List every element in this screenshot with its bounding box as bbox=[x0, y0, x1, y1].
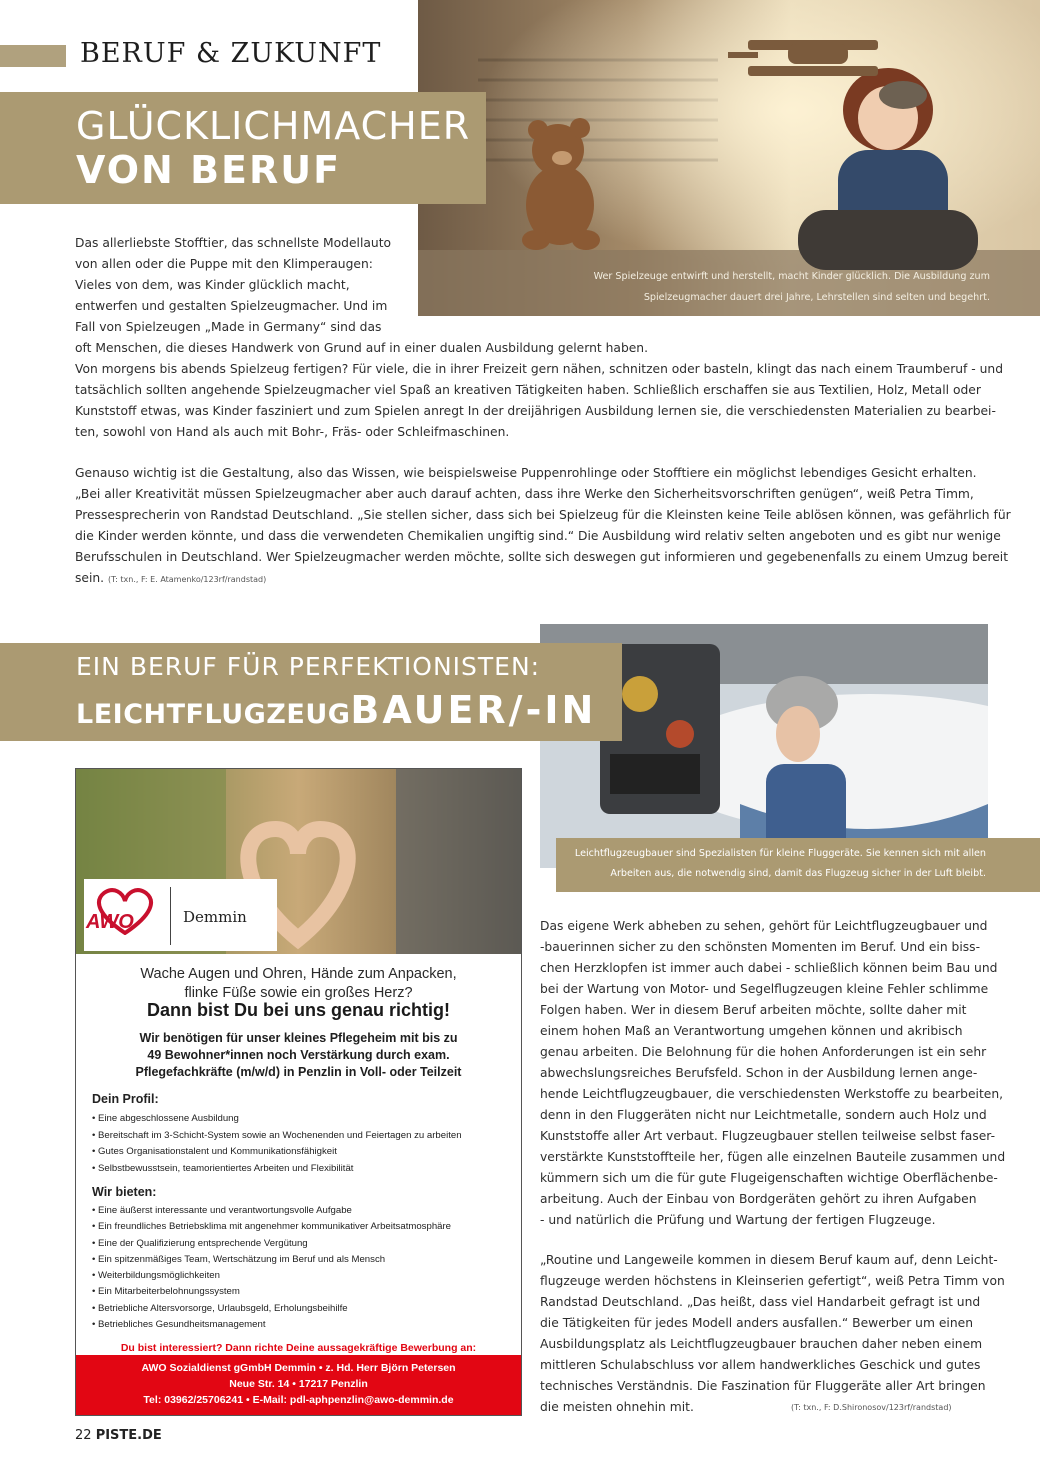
list-item: • Eine der Qualifizierung entsprechende Vergütung bbox=[92, 1237, 308, 1249]
text-line: Fall von Spielzeugen „Made in Germany“ sind das bbox=[75, 320, 382, 334]
text-line: kümmern sich um die für gute Flugeigenschaften wichtige Oberflächenbe- bbox=[540, 1171, 998, 1185]
caption-line: Spielzeugmacher dauert drei Jahre, Lehrstellen sind selten und begehrt. bbox=[643, 292, 990, 303]
text-line: „Bei aller Kreativität müssen Spielzeugmacher aber auch darauf achten, dass ihre Werke den Sicherheitsvorschriften genügen“, weiß Petra Timm, bbox=[75, 487, 974, 501]
list-item: • Ein spitzenmäßiges Team, Wertschätzung im Beruf und als Mensch bbox=[92, 1253, 386, 1265]
text-line: die Kinder werden könnte, und dass die verwendeten Chemikalien ungiftig sind.“ Die Ausbildung wird relativ selten angeboten und es gibt nur wenige bbox=[75, 529, 1001, 543]
contact-line: Neue Str. 14 • 17217 Penzlin bbox=[229, 1378, 368, 1390]
headline-line-2 bbox=[76, 688, 596, 732]
page-footer bbox=[75, 1428, 162, 1443]
list-item: • Weiterbildungsmöglichkeiten bbox=[92, 1270, 220, 1282]
contact-line: Tel: 03962/25706241 • E-Mail: pdl-aphpenzlin@awo-demmin.de bbox=[143, 1394, 454, 1406]
text-line: hende Leichtflugzeugbauer, die verschiedensten Werkstoffe zu bearbeiten, bbox=[540, 1087, 1004, 1101]
photo-credit: (T: txn., F: D.Shironosov/123rf/randstad) bbox=[791, 1403, 952, 1412]
section-label: BERUF & ZUKUNFT bbox=[80, 38, 382, 69]
text-line: Genauso wichtig ist die Gestaltung, also das Wissen, wie beispielsweise Puppenrohlinge oder Stofftiere ein möglichst lebendiges Gesicht erhalten. bbox=[75, 466, 977, 480]
logo-divider bbox=[170, 887, 171, 945]
ad-need bbox=[76, 1030, 521, 1081]
text-line: die meisten ohnehin mit. bbox=[540, 1400, 694, 1414]
text-line: verstärkte Kunststoffteile her, fügen alle einzelnen Bauteile zusammen und bbox=[540, 1150, 1006, 1164]
list-item: • Selbstbewusstsein, teamorientiertes Arbeiten und Flexibilität bbox=[92, 1162, 354, 1174]
text-line: arbeitung. Auch der Einbau von Bordgeräten gehört zu ihren Aufgaben bbox=[540, 1192, 977, 1206]
text-line: Randstad Deutschland. „Das heißt, dass viel Handarbeit gefragt ist und bbox=[540, 1295, 981, 1309]
text-line: abwechslungsreiches Berufsfeld. Schon in der Ausbildung lernen ange- bbox=[540, 1066, 978, 1080]
list-item: • Eine äußerst interessante und verantwortungsvolle Aufgabe bbox=[92, 1205, 352, 1216]
text-line: Berufsschulen in Deutschland. Wer Spielzeugmacher werden möchte, sollte sich deswegen gut informieren und gegebenenfalls zu einem Umzug bereit bbox=[75, 550, 1009, 564]
headline-line-1: GLÜCKLICHMACHER bbox=[76, 104, 471, 148]
ad-intro bbox=[76, 965, 521, 1003]
text-line: flugzeuge werden höchstens in Kleinserien gefertigt“, weiß Petra Timm von bbox=[540, 1274, 1005, 1288]
text-line: einem hohen Maß an Verantwortung umgehen können und akribisch bbox=[540, 1024, 963, 1038]
ad-profile-title: Dein Profil: bbox=[92, 1092, 159, 1106]
article-2-body-para2 bbox=[540, 1250, 1005, 1418]
ad-headline: Dann bist Du bei uns genau richtig! bbox=[146, 1000, 450, 1020]
ad-need-line: 49 Bewohner*innen noch Verstärkung durch exam. bbox=[147, 1048, 450, 1062]
photo-credit: (T: txn., F: E. Atamenko/123rf/randstad) bbox=[108, 575, 267, 584]
text-line: -bauerinnen sicher zu den schönsten Momenten im Beruf. Und ein biss- bbox=[540, 940, 981, 954]
text-line: technisches Verständnis. Die Faszination für Fluggeräte aller Art bringen bbox=[540, 1379, 986, 1393]
ad-intro-line: flinke Füße sowie ein großes Herz? bbox=[184, 985, 413, 1001]
text-line: Das allerliebste Stofftier, das schnellste Modellauto bbox=[75, 236, 392, 250]
headline-part-a: LEICHTFLUGZEUG bbox=[76, 699, 351, 730]
text-line: oft Menschen, die dieses Handwerk von Grund auf in einer dualen Ausbildung gelernt haben. bbox=[75, 341, 649, 355]
text-line: Von morgens bis abends Spielzeug fertigen? Für viele, die in ihrer Freizeit gern nähen, schnitzen oder basteln, klingt das nach einem Traumberuf - und bbox=[75, 362, 1004, 376]
text-line: von allen oder die Puppe mit den Klimperaugen: bbox=[75, 257, 373, 271]
text-line: Das eigene Werk abheben zu sehen, gehört für Leichtflugzeugbauer und bbox=[540, 919, 988, 933]
list-item: • Ein freundliches Betriebsklima mit angenehmer kommunikativer Arbeitsatmosphäre bbox=[92, 1221, 452, 1233]
ad-contact bbox=[76, 1360, 521, 1408]
ad-intro-line: Wache Augen und Ohren, Hände zum Anpacken, bbox=[140, 966, 457, 982]
headline-line-2: VON BERUF bbox=[76, 148, 342, 192]
caption-line: Wer Spielzeuge entwirft und herstellt, macht Kinder glücklich. Die Ausbildung zum bbox=[593, 271, 990, 282]
ad-offer-title: Wir bieten: bbox=[92, 1185, 157, 1199]
brand: PISTE.DE bbox=[95, 1428, 162, 1443]
text-line: ten, sowohl von Hand als auch mit Bohr-, Fräs- oder Schleifmaschinen. bbox=[75, 425, 510, 439]
last-word: sein. bbox=[75, 571, 105, 585]
text-line: - und natürlich die Prüfung und Wartung der fertigen Flugzeuge. bbox=[540, 1213, 936, 1227]
text-line: entwerfen und gestalten Spielzeugmacher. Und im bbox=[75, 299, 388, 313]
article-1-body-para2 bbox=[75, 463, 1011, 590]
text-line: genau arbeiten. Die Belohnung für die hohen Anforderungen ist ein sehr bbox=[540, 1045, 987, 1059]
text-line: „Routine und Langeweile kommen in diesem Beruf kaum auf, denn Leicht- bbox=[540, 1253, 998, 1267]
contact-line: AWO Sozialdienst gGmbH Demmin • z. Hd. Herr Björn Petersen bbox=[141, 1362, 456, 1374]
text-line: Vieles von dem, was Kinder glücklich macht, bbox=[75, 278, 350, 292]
text-line: Ausbildungsplatz als Leichtflugzeugbauer brauchen daher neben einem bbox=[540, 1337, 983, 1351]
headline-line-1: EIN BERUF FÜR PERFEKTIONISTEN: bbox=[76, 652, 541, 681]
list-item: • Bereitschaft im 3-Schicht-System sowie an Wochenenden und Feiertagen zu arbeiten bbox=[92, 1129, 462, 1141]
awo-logo: AWO bbox=[86, 911, 134, 933]
ad-cta: Du bist interessiert? Dann richte Deine aussagekräftige Bewerbung an: bbox=[120, 1342, 477, 1354]
text-line: die Tätigkeiten für jedes Modell anders ausfallen.“ Bewerber um einen bbox=[540, 1316, 973, 1330]
text-line: Pressesprecherin von Randstad Deutschland. „Sie stellen sicher, dass sich bei Spielzeug für die Kleinsten keine Teile ablösen können, was gefährlich für bbox=[75, 508, 1011, 522]
list-item: • Betriebliches Gesundheitsmanagement bbox=[92, 1319, 266, 1331]
text-line: Kunststoffe aller Art verbaut. Flugzeugbauer stellen teilweise selbst faser- bbox=[540, 1129, 996, 1143]
text-line: mittleren Schulabschluss vor allem handwerkliches Geschick und gutes bbox=[540, 1358, 981, 1372]
caption-line: Leichtflugzeugbauer sind Spezialisten für kleine Fluggeräte. Sie kennen sich mit allen bbox=[574, 848, 986, 859]
ad-profile-list bbox=[92, 1111, 462, 1177]
article-2-body-para1 bbox=[540, 916, 1005, 1231]
logo-city: Demmin bbox=[183, 908, 247, 926]
text-line: denn in den Fluggeräten nicht nur Leichtmetalle, sondern auch Holz und bbox=[540, 1108, 987, 1122]
text-line: chen Herzklopfen ist immer auch dabei - schließlich können beim Bau und bbox=[540, 961, 998, 975]
text-line: bei der Wartung von Motor- und Segelflugzeugen kleine Fehler schlimme bbox=[540, 982, 989, 996]
list-item: • Ein Mitarbeiterbelohnungssystem bbox=[92, 1286, 240, 1298]
list-item: • Betriebliche Altersvorsorge, Urlaubsgeld, Erholungsbeihilfe bbox=[92, 1302, 348, 1314]
text-line: tatsächlich sollten angehende Spielzeugmacher viel Spaß an kreativen Tätigkeiten haben. Schließlich erschaffen sie aus Textilien, Holz, Metall oder bbox=[75, 383, 981, 397]
list-item: • Gutes Organisationstalent und Kommunikationsfähigkeit bbox=[92, 1146, 337, 1157]
text-line: Kunststoff etwas, was Kinder fasziniert und zum Spielen anregt In der dreijährigen Ausbildung lernen sie, die verschiedensten Materialien zu bearbei- bbox=[75, 404, 996, 418]
text-line: Folgen haben. Wer in diesem Beruf arbeiten möchte, sollte daher mit bbox=[540, 1003, 967, 1017]
article-1-body-intro bbox=[75, 233, 1003, 443]
ad-need-line: Wir benötigen für unser kleines Pflegeheim mit bis zu bbox=[139, 1031, 458, 1045]
awo-job-ad bbox=[75, 768, 522, 1416]
ad-offer-list bbox=[92, 1203, 451, 1333]
mechanic-photo-caption bbox=[556, 844, 986, 884]
page-number: 22 bbox=[75, 1428, 92, 1443]
section-bar bbox=[0, 45, 66, 67]
ad-need-line: Pflegefachkräfte (m/w/d) in Penzlin in Voll- oder Teilzeit bbox=[135, 1065, 462, 1079]
headline-part-b: BAUER/-IN bbox=[350, 688, 597, 732]
text-line bbox=[75, 568, 1011, 590]
list-item: • Eine abgeschlossene Ausbildung bbox=[92, 1113, 239, 1124]
caption-line: Arbeiten aus, die notwendig sind, damit das Flugzeug sicher in der Luft bleibt. bbox=[610, 868, 986, 879]
